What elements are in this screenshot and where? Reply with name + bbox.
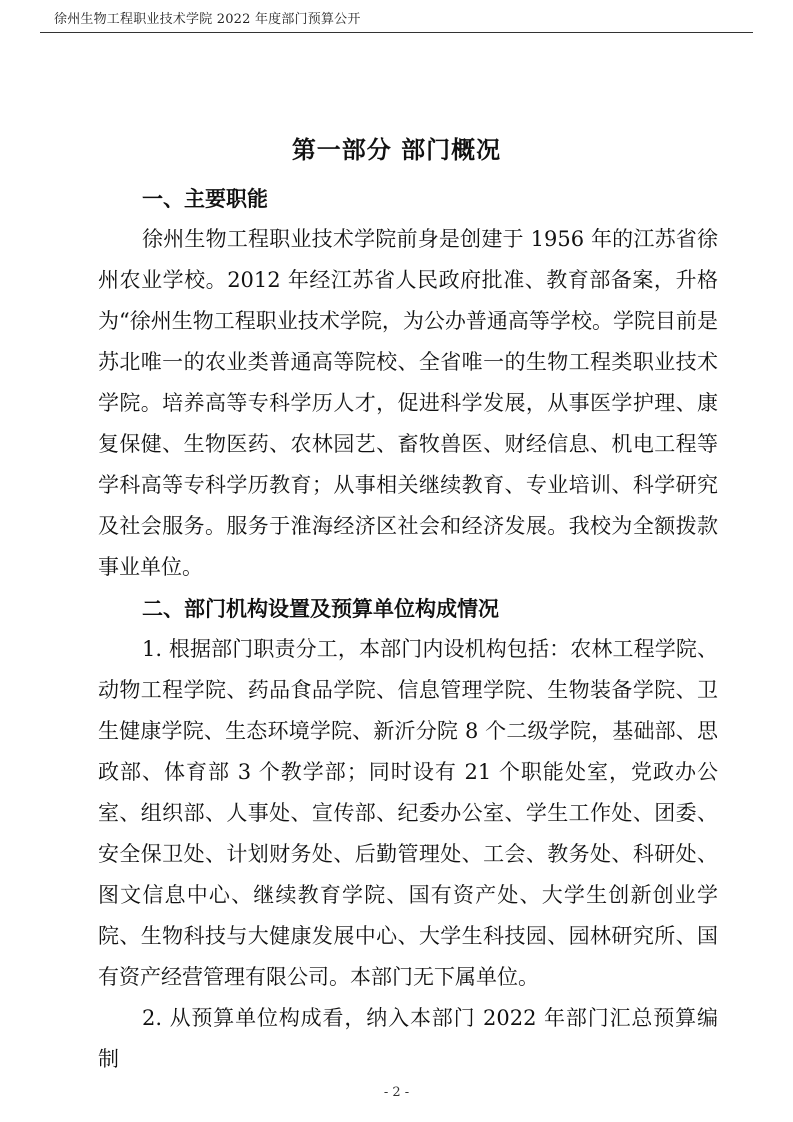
header-rule	[40, 32, 753, 33]
paragraph-internal-departments: 1. 根据部门职责分工，本部门内设机构包括：农林工程学院、动物工程学院、药品食品学院、信息管理学院、生物装备学院、卫生健康学院、生态环境学院、新沂分院 8 个二级学院，基础部、思政部、体育部 3 个教学部；同时设有 21 个职能处室，党政办公室、组织部、人事处、宣传部、纪委办公室、学生工作处、团委、安全保卫处、计划财务处、后勤管理处、工会、教务处、科研处、图文信息中心、继续教育学院、国有资产处、大学生创新创业学院、生物科技与大健康发展中心、大学生科技园、园林研究所、国有资产经营管理有限公司。本部门无下属单位。	[98, 637, 718, 989]
document-body	[98, 178, 718, 1080]
section-heading-main-functions: 一、主要职能	[142, 186, 268, 211]
running-header: 徐州生物工程职业技术学院 2022 年度部门预算公开	[54, 12, 361, 27]
paragraph-main-functions: 徐州生物工程职业技术学院前身是创建于 1956 年的江苏省徐州农业学校。2012 年经江苏省人民政府批准、教育部备案，升格为“徐州生物工程职业技术学院，为公办普通高等学校。学院目前是苏北唯一的农业类普通高等院校、全省唯一的生物工程类职业技术学院。培养高等专科学历人才，促进科学发展，从事医学护理、康复保健、生物医药、农林园艺、畜牧兽医、财经信息、机电工程等学科高等专科学历教育；从事相关继续教育、专业培训、科学研究及社会服务。服务于淮海经济区社会和经济发展。我校为全额拨款事业单位。	[98, 227, 718, 579]
page-number: - 2 -	[383, 1085, 410, 1100]
section-heading-organization: 二、部门机构设置及预算单位构成情况	[142, 596, 499, 621]
page-title: 第一部分 部门概况	[291, 135, 502, 164]
paragraph-budget-units: 2. 从预算单位构成看，纳入本部门 2022 年部门汇总预算编制	[98, 1006, 718, 1071]
